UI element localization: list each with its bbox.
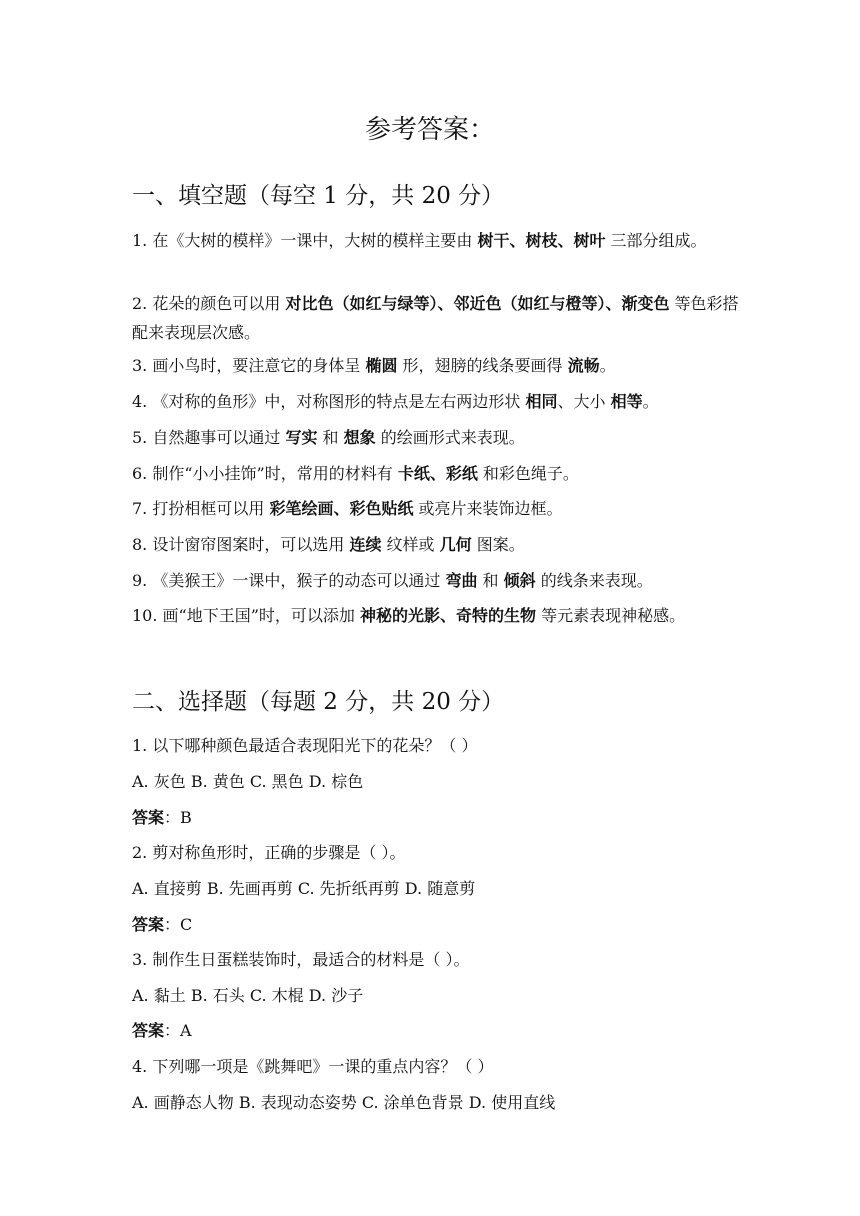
fill-blank-item-1 [132,226,744,255]
item-text: 等元素表现神秘感。 [536,606,686,625]
item-text: 7. 打扮相框可以用 [132,499,270,518]
item-text: 4. 《对称的鱼形》中，对称图形的特点是左右两边形状 [132,392,526,411]
item-text: 10. 画“地下王国”时，可以添加 [132,606,360,625]
blank-answer: 对比色（如红与绿等）、邻近色（如红与橙等）、渐变色 [285,294,670,313]
item-text: 9. 《美猴王》一课中，猴子的动态可以通过 [132,571,446,590]
choice-answer-1 [132,803,744,832]
fill-blank-item-10 [132,601,744,630]
choice-options-4: A. 画静态人物 B. 表现动态姿势 C. 涂单色背景 D. 使用直线 [132,1093,556,1112]
blank-answer: 想象 [343,428,376,447]
item-text: 的线条来表现。 [535,571,653,590]
answer-value: ：B [164,808,192,827]
blank-answer: 几何 [439,535,472,554]
item-text: 等色彩搭配来表现层次感。 [132,294,739,342]
blank-answer: 倾斜 [503,571,536,590]
choice-answer-2 [132,910,744,939]
item-text: 、大小 [557,392,611,411]
item-text: 1. 在《大树的模样》一课中，大树的模样主要由 [132,231,478,250]
item-text: 。 [642,392,659,411]
item-text: 8. 设计窗帘图案时，可以选用 [132,535,350,554]
blank-answer: 神秘的光影、奇特的生物 [359,606,536,625]
fill-blank-item-9 [132,566,744,595]
item-text: 图案。 [471,535,525,554]
choice-options-2: A. 直接剪 B. 先画再剪 C. 先折纸再剪 D. 随意剪 [132,879,476,898]
answer-label: 答案 [132,808,165,827]
item-text: 。 [599,356,616,375]
fill-blank-item-5 [132,423,744,452]
fill-blank-item-6 [132,459,744,488]
item-text: 3. 画小鸟时，要注意它的身体呈 [132,356,366,375]
fill-blank-item-7 [132,494,744,523]
fill-blank-item-8 [132,530,744,559]
blank-answer: 彩笔绘画、彩色贴纸 [269,499,414,518]
answer-value: ：C [164,915,193,934]
section-choice-heading: 二、选择题（每题 2 分，共 20 分） [132,689,505,715]
answer-label: 答案 [132,1021,165,1040]
fill-blank-item-4 [132,387,744,416]
fill-blank-item-3 [132,351,744,380]
blank-answer: 连续 [349,535,382,554]
item-text: 6. 制作“小小挂饰”时，常用的材料有 [132,464,398,483]
choice-options-1: A. 灰色 B. 黄色 C. 黑色 D. 棕色 [132,772,364,791]
item-text: 形，翅膀的线条要画得 [397,356,568,375]
item-text: 的绘画形式来表现。 [375,428,525,447]
choice-question-4: 4. 下列哪一项是《跳舞吧》一课的重点内容？（ ） [132,1057,494,1076]
blank-answer: 相等 [610,392,643,411]
item-text: 2. 花朵的颜色可以用 [132,294,286,313]
blank-answer: 相同 [525,392,558,411]
blank-answer: 写实 [285,428,318,447]
blank-answer: 椭圆 [365,356,398,375]
blank-answer: 弯曲 [445,571,478,590]
blank-answer: 卡纸、彩纸 [397,464,478,483]
item-text: 和彩色绳子。 [477,464,579,483]
blank-answer: 树干、树枝、树叶 [477,231,606,250]
item-text: 和 [317,428,344,447]
fill-blank-item-2 [132,289,744,347]
answer-label: 答案 [132,915,165,934]
choice-question-2: 2. 剪对称鱼形时，正确的步骤是（ ）。 [132,843,406,862]
blank-answer: 流畅 [567,356,600,375]
choice-question-1: 1. 以下哪种颜色最适合表现阳光下的花朵？（ ） [132,736,478,755]
page-title: 参考答案： [364,115,495,145]
item-text: 5. 自然趣事可以通过 [132,428,286,447]
answer-value: ：A [164,1021,192,1040]
item-text: 三部分组成。 [605,231,707,250]
item-text: 或亮片来装饰边框。 [413,499,563,518]
item-text: 纹样或 [381,535,440,554]
choice-question-3: 3. 制作生日蛋糕装饰时，最适合的材料是（ ）。 [132,950,470,969]
section-fill-blank-heading: 一、填空题（每空 1 分，共 20 分） [132,183,505,209]
choice-answer-3 [132,1016,744,1045]
item-text: 和 [477,571,504,590]
choice-options-3: A. 黏土 B. 石头 C. 木棍 D. 沙子 [132,986,364,1005]
